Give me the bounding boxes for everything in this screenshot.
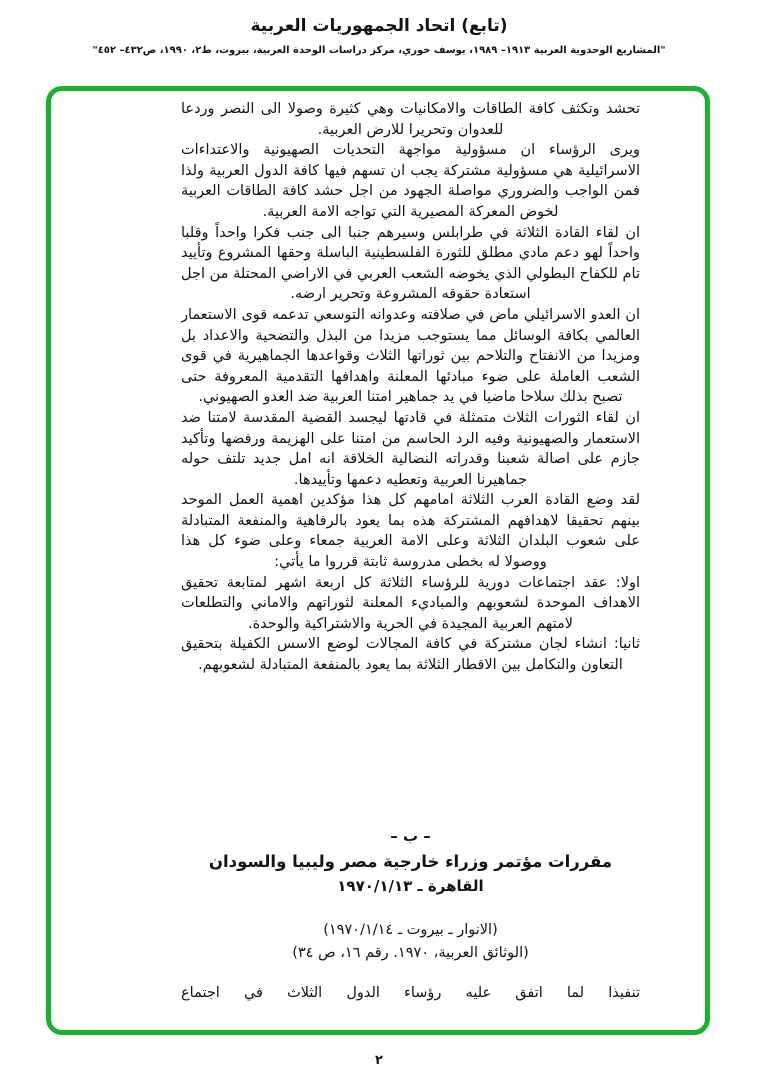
page-number: ٢ <box>375 1053 383 1068</box>
paragraph: اولا: عقد اجتماعات دورية للرؤساء الثلاثة كل اربعة اشهر لمتابعة تحقيق الاهداف الموحدة لشعوبهم والمباديء المعلنة لثوراتهم والاماني والتطلعات لامتهم العربية المجيدة في الحرية والاشتراكية والوحدة. <box>181 574 640 632</box>
decision-heading: مقررات مؤتمر وزراء خارجية مصر وليبيا والسودان <box>208 852 613 871</box>
paragraph: ان لقاء الثورات الثلاث متمثلة في قادتها ليجسد القضية المقدسة لامتنا ضد الاستعمار والصهيونية وفيه الرد الحاسم من امتنا على الهزيمة ورفضها وتأكيد جازم على اصالة شعبنا وقدراته النضالية الخلاقة انه امل جديد تلتف حوله جماهيرنا العربية وتعطيه دعمها وتأييدها. <box>181 409 640 488</box>
citation-line: (الانوار ـ بيروت ـ ١٩٧٠/١/١٤) <box>323 922 498 938</box>
paragraph: ثانيا: انشاء لجان مشتركة في كافة المجالات لوضع الاسس الكفيلة بتحقيق التعاون والتكامل بين الاقطار الثلاثة بما يعود بالمنفعة المتبادلة لشعوبهم. <box>181 636 640 674</box>
opening-line: تنفيذا لما اتفق عليه رؤساء الدول الثلاث في اجتماع <box>181 985 640 1001</box>
bibliographic-source: "المشاريع الوحدوية العربية ١٩١٣– ١٩٨٩، يوسف خوري، مركز دراسات الوحدة العربية، بيروت، ط٢، ١٩٩٠، ص٤٣٢– ٤٥٢" <box>92 45 666 56</box>
citation-line: (الوثائق العربية، ١٩٧٠. رقم ١٦، ص ٣٤) <box>292 945 529 961</box>
paragraph: ويرى الرؤساء ان مسؤولية مواجهة التحديات الصهيونية والاعتداءات الاسرائيلية هي مسؤولية مشتركة يجب ان تسهم فيها كافة الدول العربية ولذا فمن الواجب والضروري مواصلة الجهود من اجل حشد كافة الطاقات العربية لخوض المعركة المصيرية التي تواجه الامة العربية. <box>181 142 640 220</box>
document-tail-section <box>181 826 640 1004</box>
section-separator: – ب – <box>390 827 431 845</box>
paragraph: ان لقاء القادة الثلاثة في طرابلس وسيرهم جنبا الى جنب فكرا واحداً وقلبا واحداً لهو دعم مادي مطلق للثورة الفلسطينية الباسلة وحقها المشروع وتأييد تام للكفاح البطولي الذي يخوضه الشعب العربي في الاراضي المحتلة من اجل استعادة حقوقه المشروعة وتحرير ارضه. <box>181 224 640 303</box>
paragraph: تحشد وتكثف كافة الطاقات والامكانيات وهي كثيرة وصولا الى النصر وردعا للعدوان وتحريرا للارض العربية. <box>181 101 640 138</box>
page-header <box>0 0 758 56</box>
paragraph: ان العدو الاسرائيلي ماض في صلافته وعدوانه التوسعي تدعمه قوى الاستعمار العالمي بكافة الوسائل مما يستوجب مزيدا من البذل والتضحية والاعداد بل ومزيدا من الانفتاح والتلاحم بين ثوراتها الثلاث وقواعدها الجماهيرية في قوى الشعب العاملة على ضوء مبادئها المعلنة واهدافها التقدمية المعروفة حتى تصبح بذلك سلاحا ماضيا في يد جماهير امتنا العربية ضد العدو الصهيوني. <box>181 306 640 406</box>
paragraph: لقد وضع القادة العرب الثلاثة امامهم كل هذا مؤكدين اهمية العمل الموحد بينهم تحقيقا لاهدافهم المشتركة هذه بما يعود بالرفاهية والمنفعة المتبادلة على شعوب البلدان الثلاثة وعلى الامة العربية جمعاء وعلى ضوء كل هذا ووصولا له بخطى مدروسة ثابتة قرروا ما يأتي: <box>181 492 640 571</box>
citations-block <box>181 919 640 965</box>
document-box <box>46 86 710 1035</box>
place-date-line: القاهرة ـ ١٩٧٠/١/١٣ <box>337 877 484 895</box>
page-title: (تابع) اتحاد الجمهوريات العربية <box>250 16 508 36</box>
document-body <box>181 99 640 837</box>
